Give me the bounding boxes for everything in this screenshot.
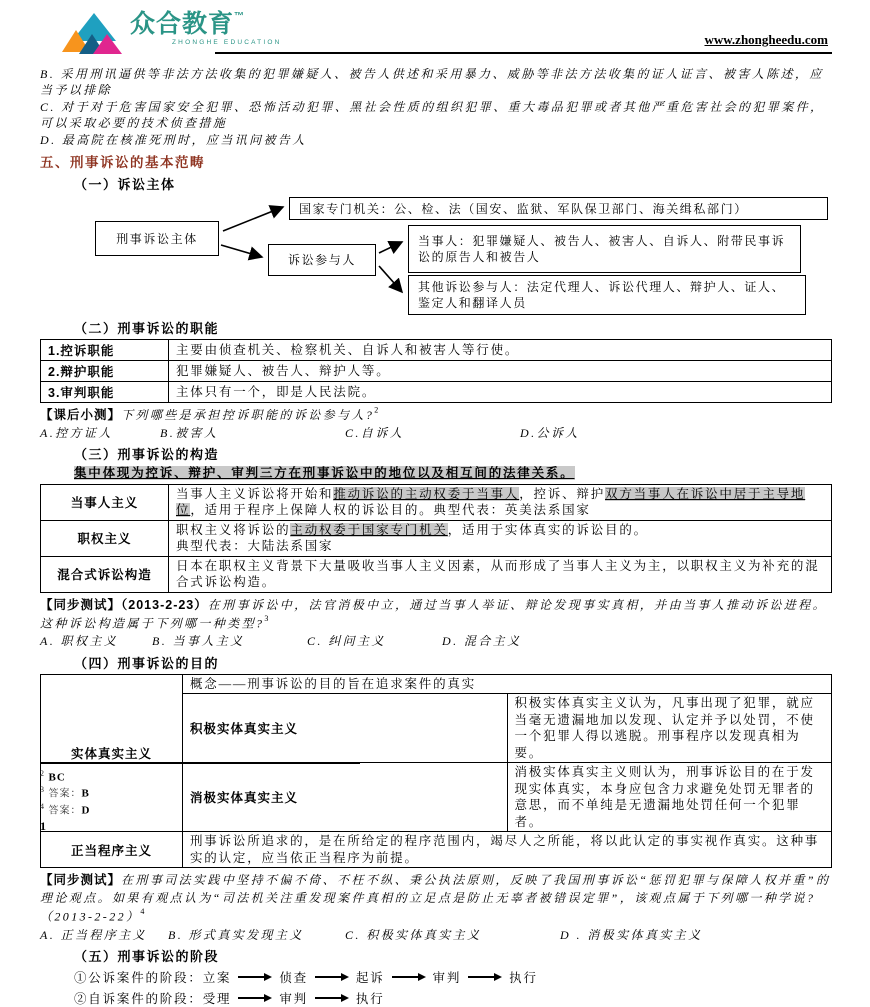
intro-option-b: B. 采用刑讯逼供等非法方法收集的犯罪嫌疑人、被告人供述和采用暴力、威胁等非法方法收集的证人证言、被害人陈述，应当予以排除 xyxy=(40,67,824,98)
table-row xyxy=(41,484,832,520)
subsection-3-title: （三）刑事诉讼的构造 xyxy=(74,447,220,463)
stage-step: 审判 xyxy=(279,991,308,1006)
highlighted-phrase: 推动诉讼的主动权委于当事人 xyxy=(333,486,520,501)
row-text: 主体只有一个，即是人民法院。 xyxy=(169,382,832,403)
section-title: 五、刑事诉讼的基本范畴 xyxy=(40,155,205,171)
stage-step: 执行 xyxy=(509,970,538,985)
quiz2-options xyxy=(40,633,832,649)
table-row xyxy=(41,361,832,382)
table-row xyxy=(41,674,832,694)
arrow-icon xyxy=(238,973,272,981)
subsection-2-title: （二）刑事诉讼的职能 xyxy=(74,321,220,337)
row-label: 混合式诉讼构造 xyxy=(41,556,169,592)
quiz2-option-b: B. 当事人主义 xyxy=(152,634,245,649)
diagram-box-other-participants: 其他诉讼参与人：法定代理人、诉讼代理人、辩护人、证人、鉴定人和翻译人员 xyxy=(408,275,806,315)
arrow-icon xyxy=(315,994,349,1002)
structure-table xyxy=(40,484,832,593)
quiz2-question-line xyxy=(40,595,832,632)
row-label: 1.控诉职能 xyxy=(41,340,169,361)
trademark-symbol: ™ xyxy=(234,11,246,22)
highlighted-phrase: 双方当事人在诉讼中居于主导地位 xyxy=(176,486,806,518)
row-label: 3.审判职能 xyxy=(41,382,169,403)
arrow-icon xyxy=(392,973,426,981)
quiz1-option-a: A.控方证人 xyxy=(40,426,113,441)
row-text: 当事人主义诉讼将开始和推动诉讼的主动权委于当事人，控诉、辩护双方当事人在诉讼中居于主导地位，适用于程序上保障人权的诉讼目的。典型代表：英美法系国家 xyxy=(169,484,832,520)
diagram-box-state-organs: 国家专门机关：公、检、法（国安、监狱、军队保卫部门、海关缉私部门） xyxy=(289,197,828,220)
row-label: 2.辩护职能 xyxy=(41,361,169,382)
row-label: 职权主义 xyxy=(41,520,169,556)
footnote-separator xyxy=(40,762,360,763)
arrow-icon xyxy=(468,973,502,981)
row-label-negative: 消极实体真实主义 xyxy=(183,763,508,832)
stage-step: 立案 xyxy=(202,970,232,985)
table-row xyxy=(41,340,832,361)
quiz2-date: （2013-2-23） xyxy=(121,597,208,612)
quiz3-question-line xyxy=(40,870,832,925)
arrow-icon xyxy=(315,973,349,981)
quiz1-question-line xyxy=(40,405,832,424)
footnote-ref-3: 3 xyxy=(264,613,269,623)
public-case-stages xyxy=(74,968,832,986)
subsection-1-title: （一）诉讼主体 xyxy=(74,177,176,193)
diagram-box-participants: 诉讼参与人 xyxy=(268,244,376,276)
table-row xyxy=(41,832,832,868)
functions-table xyxy=(40,339,832,403)
stage-step: 审判 xyxy=(432,970,462,985)
quiz1-question: 下列哪些是承担控诉职能的诉讼参与人? xyxy=(121,408,375,423)
quiz2-tag: 【同步测试】 xyxy=(40,597,122,612)
quiz1-option-d: D.公诉人 xyxy=(520,426,580,441)
row-text: 积极实体真实主义认为，凡事出现了犯罪，就应当毫无遗漏地加以发现、认定并予以处罚，不使一个犯罪人得以逃脱。刑事程序以发现真相为要。 xyxy=(507,694,832,763)
structure-intro: 集中体现为控诉、辩护、审判三方在刑事诉讼中的地位以及相互间的法律关系。 xyxy=(74,466,575,481)
website-url: www.zhongheedu.com xyxy=(704,32,828,47)
row-text: 刑事诉讼所追求的，是在所给定的程序范围内，竭尽人之所能，将以此认定的事实视作真实。这种事实的认定，应当依正当程序为前提。 xyxy=(183,832,832,868)
table-row xyxy=(41,520,832,556)
quiz2-option-d: D. 混合主义 xyxy=(442,634,522,649)
quiz1-tag: 【课后小测】 xyxy=(40,408,122,423)
row-label-positive: 积极实体真实主义 xyxy=(183,694,508,763)
private-case-stages xyxy=(74,989,832,1007)
footnote-ref-2: 2 xyxy=(374,405,379,415)
intro-option-d: D. 最高院在核准死刑时，应当讯问被告人 xyxy=(40,132,307,147)
row-label: 当事人主义 xyxy=(41,484,169,520)
header-rule xyxy=(215,52,832,54)
quiz3-option-d: D . 消极实体真实主义 xyxy=(560,927,703,942)
page-number: 1 xyxy=(40,819,46,833)
footnotes xyxy=(40,762,832,834)
row-text: 日本在职权主义背景下大量吸收当事人主义因素，从而形成了当事人主义为主，以职权主义为补充的混合式诉讼构造。 xyxy=(169,556,832,592)
quiz2-option-c: C. 纠问主义 xyxy=(307,634,386,649)
quiz2-option-a: A. 职权主义 xyxy=(40,634,119,649)
subsection-5-title: （五）刑事诉讼的阶段 xyxy=(74,948,220,964)
quiz3-tag: 【同步测试】 xyxy=(40,873,122,888)
highlighted-phrase: 主动权委于国家专门机关 xyxy=(290,522,448,537)
stage-step: 受理 xyxy=(202,991,232,1006)
stage-step: 侦查 xyxy=(279,970,308,985)
quiz3-options xyxy=(40,927,832,943)
stage-step: 执行 xyxy=(355,991,385,1006)
stage-step: 起诉 xyxy=(355,970,385,985)
quiz3-option-c: C. 积极实体真实主义 xyxy=(345,927,482,942)
quiz3-question: 在刑事司法实践中坚持不偏不倚、不枉不纵、秉公执法原则，反映了我国刑事诉讼“惩罚犯罪与保障人权并重”的理论观点。如果有观点认为“司法机关注重发现案件真相的立足点是防止无辜者被错误定罪”，该观点属于下列哪一种学说? xyxy=(40,873,831,906)
quiz1-option-c: C.自诉人 xyxy=(345,426,405,441)
page-header xyxy=(40,10,832,60)
triangles-logo-icon xyxy=(62,12,124,56)
row-text: 职权主义将诉讼的主动权委于国家专门机关，适用于实体真实的诉讼目的。 典型代表：大陆法系国家 xyxy=(169,520,832,556)
row-label-substantive: 实体真实主义 xyxy=(41,674,183,832)
intro-option-c: C. 对于对于危害国家安全犯罪、恐怖活动犯罪、黑社会性质的组织犯罪、重大毒品犯罪或者其他严重危害社会的犯罪案件，可以采取必要的技术侦查措施 xyxy=(40,99,825,131)
footnote-ref-4: 4 xyxy=(140,907,145,917)
logo-text xyxy=(130,12,282,46)
stage-prefix: ②自诉案件的阶段： xyxy=(74,991,203,1006)
row-label-due-process: 正当程序主义 xyxy=(41,832,183,868)
litigation-subjects-diagram xyxy=(40,195,832,315)
diagram-box-parties: 当事人：犯罪嫌疑人、被告人、被害人、自诉人、附带民事诉讼的原告人和被告人 xyxy=(408,225,801,273)
row-text: 主要由侦查机关、检察机关、自诉人和被害人等行使。 xyxy=(169,340,832,361)
quiz1-option-b: B.被害人 xyxy=(160,426,219,441)
table-row xyxy=(41,382,832,403)
table-row xyxy=(41,556,832,592)
quiz1-options xyxy=(40,425,832,441)
brand-name-cn: 众合教育 xyxy=(130,10,235,38)
concept-text: 概念——刑事诉讼的目的旨在追求案件的真实 xyxy=(183,674,832,694)
stage-prefix: ①公诉案件的阶段： xyxy=(74,970,203,985)
footnote-3: $^3$ 答案：B xyxy=(40,785,90,800)
footnote-4: $^4$ 答案：D xyxy=(40,802,91,817)
quiz3-option-b: B. 形式真实发现主义 xyxy=(168,927,304,942)
brand-name-en: ZHONGHE EDUCATION xyxy=(172,39,282,46)
quiz3-date: （2013-2-22） xyxy=(40,909,141,924)
row-text: 消极实体真实主义则认为，刑事诉讼目的在于发现实体真实，本身应包含力求避免处罚无罪者的意思，而不单纯是无遗漏地处罚任何一个犯罪者。 xyxy=(507,763,832,832)
subsection-4-title: （四）刑事诉讼的目的 xyxy=(74,655,220,671)
footnote-2: $^2$ BC xyxy=(40,768,66,783)
arrow-icon xyxy=(238,994,272,1002)
row-text: 犯罪嫌疑人、被告人、辩护人等。 xyxy=(169,361,832,382)
zhonghe-logo xyxy=(62,12,282,56)
quiz2-question: 在刑事诉讼中，法官消极中立，通过当事人举证、辩论发现事实真相，并由当事人推动诉讼进程。这种诉讼构造属于下列哪一种类型? xyxy=(40,597,827,631)
quiz3-option-a: A. 正当程序主义 xyxy=(40,927,147,942)
diagram-box-root: 刑事诉讼主体 xyxy=(95,221,219,256)
